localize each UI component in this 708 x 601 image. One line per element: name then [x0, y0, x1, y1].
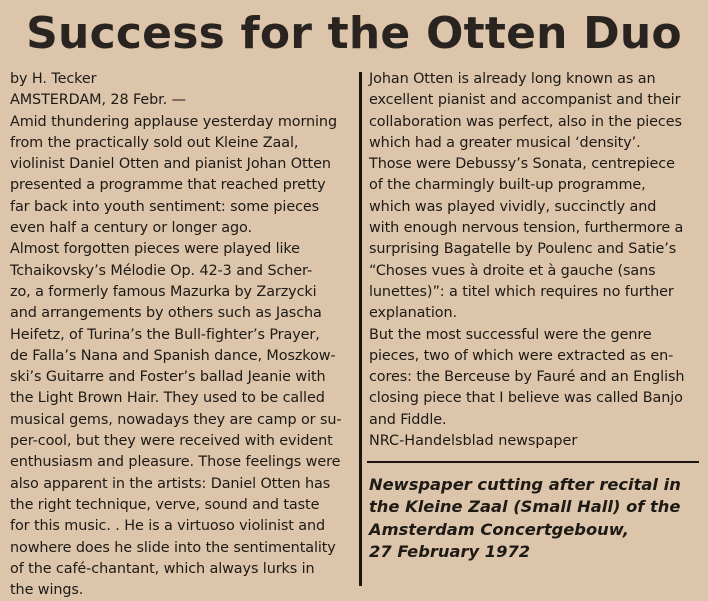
- article-title: Success for the Otten Duo: [26, 8, 682, 59]
- body-line: the wings.: [10, 582, 84, 599]
- body-line: enthusiasm and pleasure. Those feelings were: [10, 454, 341, 471]
- body-line: pieces, two of which were extracted as en-: [369, 347, 674, 364]
- article-right-column: [369, 69, 701, 431]
- article-left-column: [10, 69, 355, 601]
- body-line: of the café-chantant, which always lurks in: [10, 560, 315, 577]
- cutting-caption: [369, 474, 701, 563]
- body-line: Johan Otten is already long known as an: [369, 71, 656, 87]
- body-line: and arrangements by others such as Jascha: [10, 305, 322, 322]
- body-line: cores: the Berceuse by Fauré and an English: [369, 369, 685, 386]
- body-line: musical gems, nowadays they are camp or su-: [10, 411, 342, 428]
- body-line: But the most successful were the genre: [369, 326, 652, 343]
- body-line: collaboration was perfect, also in the pieces: [369, 113, 682, 130]
- body-line: “Choses vues à droite et à gauche (sans: [369, 262, 656, 279]
- body-line: the Light Brown Hair. They used to be called: [10, 390, 325, 407]
- source-credit: NRC-Handelsblad newspaper: [369, 433, 578, 449]
- caption-line: 27 February 1972: [369, 541, 531, 561]
- body-line: and Fiddle.: [369, 411, 447, 428]
- body-line: de Falla’s Nana and Spanish dance, Moszkow-: [10, 347, 336, 364]
- body-line: for this music. . He is a virtuoso violinist and: [10, 518, 326, 535]
- body-line: Amid thundering applause yesterday morning: [10, 113, 337, 130]
- body-line: Heifetz, of Turina’s the Bull-fighter’s Prayer,: [10, 326, 320, 343]
- body-line: Almost forgotten pieces were played like: [10, 241, 300, 258]
- body-line: nowhere does he slide into the sentimentality: [10, 539, 336, 556]
- caption-line: Amsterdam Concertgebouw,: [369, 519, 629, 539]
- body-line: also apparent in the artists: Daniel Otten has: [10, 475, 331, 492]
- body-line: presented a programme that reached pretty: [10, 177, 326, 194]
- body-line: the right technique, verve, sound and taste: [10, 496, 320, 513]
- column-divider: [359, 72, 362, 586]
- body-line: surprising Bagatelle by Poulenc and Satie’s: [369, 241, 677, 258]
- caption-line: the Kleine Zaal (Small Hall) of the: [369, 497, 681, 517]
- body-line: which was played vividly, succinctly and: [369, 198, 657, 215]
- body-line: of the charmingly built-up programme,: [369, 177, 646, 194]
- body-line: Those were Debussy’s Sonata, centrepiece: [369, 156, 675, 173]
- body-line: from the practically sold out Kleine Zaal,: [10, 134, 299, 151]
- body-line: closing piece that I believe was called Banjo: [369, 390, 683, 407]
- body-line: ski’s Guitarre and Foster’s ballad Jeanie with: [10, 369, 326, 386]
- body-line: zo, a formerly famous Mazurka by Zarzycki: [10, 283, 317, 300]
- body-line: Tchaikovsky’s Mélodie Op. 42-3 and Scher-: [10, 262, 313, 279]
- caption-divider: [367, 461, 699, 463]
- body-line: which had a greater musical ‘density’.: [369, 134, 641, 151]
- dateline: AMSTERDAM, 28 Febr. —: [10, 92, 186, 109]
- body-line: lunettes)”: a titel which requires no further: [369, 283, 674, 300]
- body-line: per-cool, but they were received with evident: [10, 433, 333, 450]
- body-line: far back into youth sentiment: some pieces: [10, 198, 320, 215]
- body-line: even half a century or longer ago.: [10, 220, 252, 237]
- body-line: with enough nervous tension, furthermore a: [369, 220, 684, 237]
- caption-line: Newspaper cutting after recital in: [369, 475, 681, 494]
- body-line: explanation.: [369, 305, 457, 322]
- byline: by H. Tecker: [10, 71, 97, 87]
- body-line: violinist Daniel Otten and pianist Johan Otten: [10, 156, 331, 173]
- body-line: excellent pianist and accompanist and their: [369, 92, 681, 109]
